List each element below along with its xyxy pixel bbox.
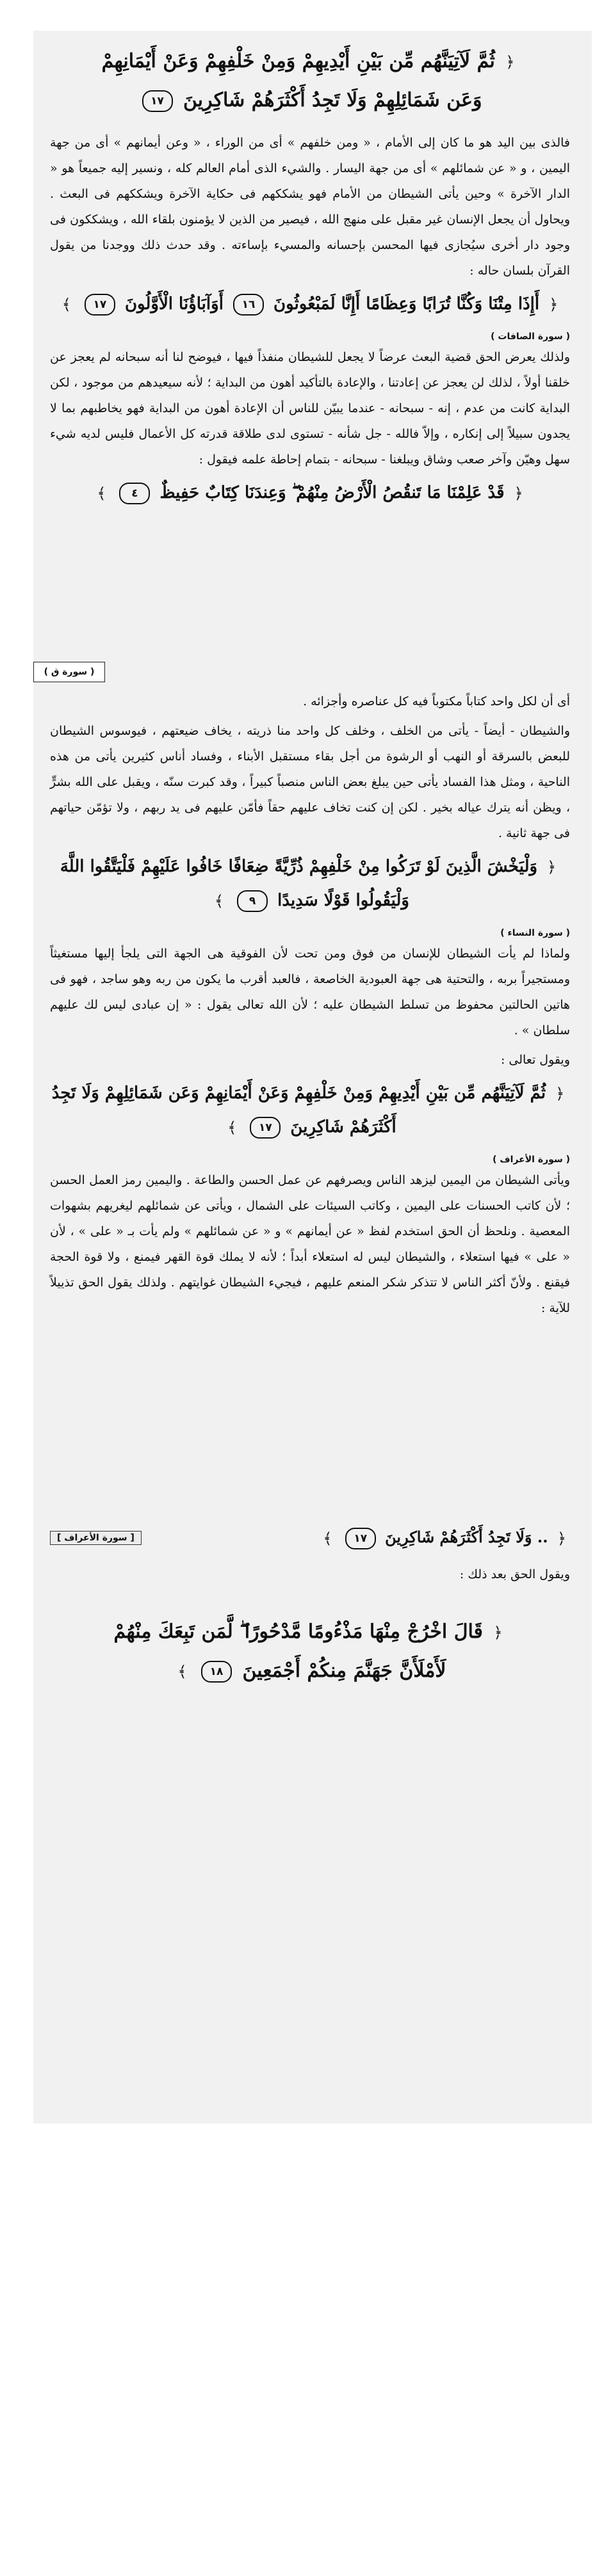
verse-mid-text: أَإِذَا مِتْنَا وَكُنَّا تُرَابًا وَعِظَامًا أَإِنَّا لَمَبْعُوثُونَ xyxy=(273,294,540,314)
page-2 xyxy=(33,671,592,1484)
paragraph: ولماذا لم يأت الشيطان للإنسان من فوق ومن تحت لأن الفوقية هى الجهة التى يلجأ إليها مستغيثاً ومستجيراً بربه ، والتحتية هى جهة العبودية الخاصعة ، فالعبد أقرب ما يكون من ربه وهو ساجد ، فهو فى هاتين الحالتين محفوظ من تسلط الشيطان عليه ؛ لأن الله تعالى يقول : « إن عبادى ليس لك عليهم سلطان » . xyxy=(50,947,570,1037)
ayah-number-badge: ١٧ xyxy=(250,1117,281,1139)
verse-araf-line2: أَكْثَرَهُمْ شَاكِرِينَ xyxy=(290,1117,396,1137)
ornament-close-icon: ﴾ xyxy=(177,1662,187,1681)
verse-fragment-text: .. وَلَا تَجِدُ أَكْثَرَهُمْ شَاكِرِينَ xyxy=(385,1528,548,1546)
verse-nisa-text: وَلْيَخْشَ الَّذِينَ لَوْ تَرَكُوا مِنْ خَلْفِهِمْ ذُرِّيَّةً ضِعَافًا خَافُوا عَلَيْهِمْ فَلْيَتَّقُوا اللَّهَ وَلْيَقُولُوا قَوْلًا سَدِيدًا xyxy=(60,857,538,910)
ornament-open-icon: ﴿ xyxy=(549,296,558,314)
ayah-number-badge: ١٧ xyxy=(85,294,115,316)
surah-label-qaf: ( سورة ق ) xyxy=(33,662,105,682)
verse-final xyxy=(50,1613,570,1691)
verse-top-line1: ثُمَّ لَآتِيَنَّهُم مِّن بَيْنِ أَيْدِيهِمْ وَمِنْ خَلْفِهِمْ وَعَنْ أَيْمَانِهِمْ xyxy=(101,50,495,72)
verse-final-line1: قَالَ اخْرُجْ مِنْهَا مَذْءُومًا مَّدْحُورًا ۖ لَّمَن تَبِعَكَ مِنْهُمْ xyxy=(113,1620,483,1643)
ayah-number-badge: ٩ xyxy=(237,890,268,912)
surah-label: [ سورة الأعراف ] xyxy=(50,1531,142,1545)
ornament-open-icon: ﴿ xyxy=(514,484,523,502)
ornament-close-icon: ﴾ xyxy=(227,1119,237,1137)
surah-label: ( سورة الأعراف ) xyxy=(493,1155,570,1165)
surah-label: ( سورة الصافات ) xyxy=(491,332,570,342)
verse-mid xyxy=(50,287,570,321)
ayah-number-badge: ١٧ xyxy=(345,1528,376,1549)
ornament-open-icon: ﴿ xyxy=(505,53,515,71)
paragraph: أى أن لكل واحد كتاباً مكتوباً فيه كل عناصره وأجزائه . xyxy=(303,694,570,708)
page-3 xyxy=(33,1484,592,2124)
verse-top xyxy=(50,42,570,120)
ornament-close-icon: ﴾ xyxy=(61,296,71,314)
paragraph: ولذلك يعرض الحق قضية البعث عرضاً لا يجعل للشيطان منفذاً فيها ، فيوضح لنا أنه سبحانه لم يعجز عن خلقنا أولاً ، لذلك لن يعجز عن إعادتنا ، والإعادة بالتأكيد أهون من البداية ؛ لأنه سيعيدهم من موجود ، لكن البداية كانت من عدم ، إنه - سبحانه - عندما يبيّن للناس أن الإعادة أهون من البداية فهو يخاطبهم بما لا يجدون سبيلاً إلى إنكاره ، وإلاّ فالله - جل شأنه - تستوى لدى طلاقة قدرته كل الأعمال فليس لديه شيء سهل وهيّن وآخر صعب وشاق ويبلغنا - سبحانه - بتمام إحاطة علمه فيقول : xyxy=(50,350,570,467)
paragraph: ويقول تعالى : xyxy=(500,1053,570,1067)
ornament-close-icon: ﴾ xyxy=(323,1529,332,1548)
paragraph: ويأتى الشيطان من اليمين ليزهد الناس ويصرفهم عن عمل الحسن والطاعة . واليمين رمز العمل الحسن ؛ لأن كاتب الحسنات على اليمين ، وكاتب السيئات على الشمال ، ويأتى عن شمائلهم ليغريهم بشهوات المعصية . ونلحظ أن الحق استخدم لفظ « عن أيمانهم » و « عن شمائلهم » ولم يأت بـ « على » ، لأن « على » فيها استعلاء ، والشيطان ليس له استعلاء أبداً ؛ لأنه لا يملك قوة القهر فيمنع ، ولا قوة الحجة فيقنع . ولأنّ أكثر الناس لا تتذكر شكر المنعم عليهم ، فيجيء الشيطان غوايتهم . ولذلك يقول الحق تذييلاً للآية : xyxy=(50,1173,570,1315)
verse-nisa xyxy=(50,850,570,918)
paragraph: فالذى بين اليد هو ما كان إلى الأمام ، « ومن خلفهم » أى من الوراء ، « وعن أيمانهم » أى من جهة اليمين ، و « عن شمائلهم » أى من جهة اليسار . والشيء الذى أمام العالم كله ، ونسير إليه جميعاً هو « الدار الآخرة » وحين يأتى الشيطان من الأمام فهو يشككهم فى حكاية الآخرة ويشككهم فى البعث . ويحاول أن يجعل الإنسان غير مقبل على منهج الله ، فيصير من الذين لا يؤمنون بلقاء الله ، ويشككون فى وجود دار أخرى سيُجازى فيها المحسن بإحسانه والمسيء بإساءته . وقد حدث ذلك ووجدنا من يقول القرآن بلسان حاله : xyxy=(50,136,570,278)
verse-top-line2: وَعَن شَمَائِلِهِمْ وَلَا تَجِدُ أَكْثَرَهُمْ شَاكِرِينَ xyxy=(183,89,482,111)
verse-fragment xyxy=(319,1521,570,1555)
paragraph: والشيطان - أيضاً - يأتى من الخلف ، وخلف كل واحد منا ذريته ، يخاف ضيعتهم ، فيوسوس الشيطان للبعض بالسرقة أو النهب أو الرشوة من أجل بقاء مستقبل الأبناء ، وفساد أناس كثيرين يأتى من هذه الناحية ، ومثل هذا الفساد يأتى حين يبلغ بعض الناس منصباً كبيراً ، وقد كبرت سنّه ، ويقبل على الله بشرٍّ ، ويظن أنه يترك عياله بخير . لكن إن كنت تخاف عليهم حقاً فأمّن عليهم فى يد ربهم ، ولا تؤمّن حياتهم فى جهة ثانية . xyxy=(50,724,570,840)
paragraph: ويقول الحق بعد ذلك : xyxy=(459,1567,570,1581)
ornament-close-icon: ﴾ xyxy=(214,892,224,910)
surah-label: ( سورة النساء ) xyxy=(500,928,570,938)
verse-bottom xyxy=(50,476,570,510)
verse-final-line2: لَأَمْلَأَنَّ جَهَنَّمَ مِنكُمْ أَجْمَعِينَ xyxy=(242,1659,446,1682)
page-1 xyxy=(33,31,592,671)
ornament-open-icon: ﴿ xyxy=(547,858,557,876)
ornament-open-icon: ﴿ xyxy=(555,1085,565,1103)
ornament-open-icon: ﴿ xyxy=(493,1623,503,1642)
ayah-number-badge: ١٧ xyxy=(142,90,173,112)
verse-bottom-text: قَدْ عَلِمْنَا مَا تَنقُصُ الْأَرْضُ مِنْهُمْ ۖ وَعِندَنَا كِتَابٌ حَفِيظٌ xyxy=(159,483,505,502)
ayah-number-badge: ١٦ xyxy=(233,294,264,316)
verse-fragment-row xyxy=(50,1521,570,1555)
ayah-number-badge: ٤ xyxy=(119,483,150,504)
ayah-number-badge: ١٨ xyxy=(201,1661,232,1683)
ornament-close-icon: ﴾ xyxy=(97,484,106,502)
verse-araf xyxy=(50,1076,570,1144)
ornament-open-icon: ﴿ xyxy=(557,1529,566,1548)
verse-araf-line1: ثُمَّ لَآتِيَنَّهُم مِّن بَيْنِ أَيْدِيهِمْ وَمِنْ خَلْفِهِمْ وَعَنْ أَيْمَانِهِمْ وَعَن شَمَائِلِهِمْ وَلَا تَجِدُ xyxy=(51,1084,546,1103)
verse-mid-text-2: أَوَآبَاؤُنَا الْأَوَّلُونَ xyxy=(124,294,224,314)
